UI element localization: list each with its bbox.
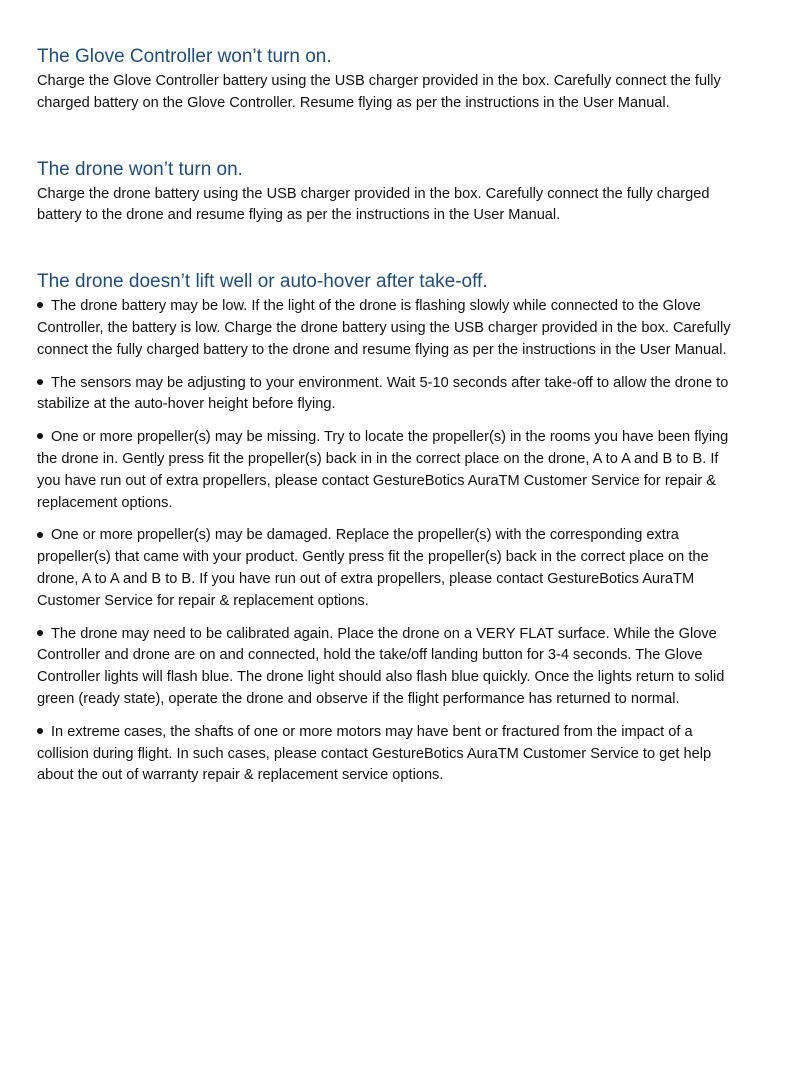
section-heading: The Glove Controller won’t turn on. [37, 46, 332, 67]
bullet-item [37, 427, 737, 514]
bullet-text: The drone battery may be low. If the light of the drone is flashing slowly while connected to the Glove Controller, the battery is low. Charge the drone battery using the USB charger provided in the box. Carefully connect the fully charged battery to the drone and resume flying as per the instructions in the User Manual. [37, 298, 731, 358]
section-heading: The drone doesn’t lift well or auto-hover after take-off. [37, 271, 488, 293]
bullet-item [37, 296, 737, 361]
bullet-text: One or more propeller(s) may be damaged. Replace the propeller(s) with the corresponding extra propeller(s) that came with your product. Gently press fit the propeller(s) back in the correct place on the drone, A to A and B to B. If you have run out of extra propellers, please contact GestureBotics AuraTM Customer Service for repair & replacement options. [37, 527, 709, 609]
bullet-icon [37, 427, 51, 449]
section-heading: The drone won’t turn on. [37, 158, 243, 180]
section-body: Charge the Glove Controller battery using the USB charger provided in the box. Carefully connect the fully charged battery on the Glove Controller. Resume flying as per the instructions in the User Manual. [37, 73, 721, 111]
bullet-icon [37, 722, 51, 744]
bullet-item [37, 624, 737, 711]
bullet-text: In extreme cases, the shafts of one or more motors may have bent or fractured from the impact of a collision during flight. In such cases, please contact GestureBotics AuraTM Customer Service to get help about the out of warranty repair & replacement service options. [37, 723, 712, 784]
troubleshooting-page [37, 44, 737, 798]
bullet-item [37, 373, 737, 417]
bullet-icon [37, 624, 51, 646]
bullet-icon [37, 525, 51, 547]
bullet-text: The drone may need to be calibrated again. Place the drone on a VERY FLAT surface. While the Glove Controller and drone are on and connected, hold the take/off landing button for 3-4 seconds. The Glove Controller lights will flash blue. The drone light should also flash blue quickly. Once the lights return to solid green (ready state), operate the drone and observe if the flight performance has returned to normal. [37, 625, 725, 707]
bullet-text: One or more propeller(s) may be missing. Try to locate the propeller(s) in the rooms you have been flying the drone in. Gently press fit the propeller(s) back in in the correct place on the drone, A to A and B to B. If you have run out of extra propellers, please contact GestureBotics AuraTM Customer Service for repair & replacement options. [37, 429, 729, 511]
section-drone-power [37, 157, 737, 228]
section-drone-lift [37, 269, 737, 787]
bullet-icon [37, 296, 51, 318]
bullet-icon [37, 373, 51, 395]
bullet-item [37, 525, 737, 612]
bullet-text: The sensors may be adjusting to your environment. Wait 5-10 seconds after take-off to allow the drone to stabilize at the auto-hover height before flying. [37, 374, 729, 413]
section-glove-controller [37, 44, 737, 115]
section-body: Charge the drone battery using the USB charger provided in the box. Carefully connect the fully charged battery to the drone and resume flying as per the instructions in the User Manual. [37, 185, 710, 224]
bullet-item [37, 722, 737, 787]
